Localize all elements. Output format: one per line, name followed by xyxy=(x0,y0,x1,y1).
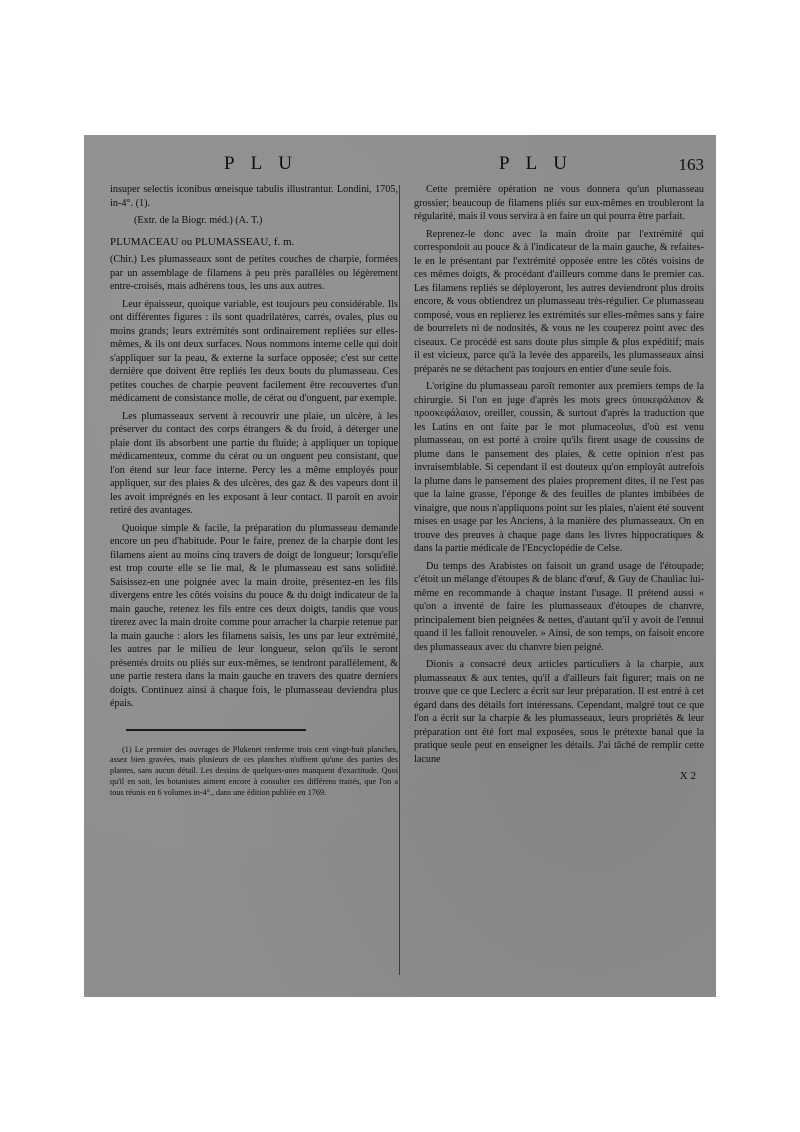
left-column xyxy=(110,183,398,802)
signature-mark: X 2 xyxy=(679,770,696,782)
headword-text: PLUMACEAU ou PLUMASSEAU, f. m. xyxy=(110,235,295,248)
paragraph: Leur épaisseur, quoique variable, est toujours peu considérable. Ils ont différentes figures : ils sont quadrilatères, carrés, ovales, plus ou moins grands; leurs extrémités sont ordinairement repliées sur elles-mêmes, & ils ont deux surfaces. Nous nommons interne celle qui doit s'appliquer sur la peau, & externe la surface opposée; c'est sur cette dernière que doivent être repliés les deux bouts du plumasseau. Ces petites couches de charpie peuvent facilement être recouvertes d'un médicament de consistance molle, de cérat ou d'onguent, par exemple. xyxy=(110,298,398,404)
page-number: 163 xyxy=(678,155,704,174)
paragraph: (Chir.) Les plumasseaux sont de petites couches de charpie, formées par un assemblage de filamens à peu près parallèles ou légèrement entre-croisés, mais adhérens tous, les uns aux autres. xyxy=(110,254,398,292)
paragraph: Dionis a consacré deux articles particuliers à la charpie, aux plumasseaux & aux tentes, qu'il a d'ailleurs fait figurer; mais on ne trouve que ce que Leclerc a écrit sur leur préparation. Il est entré à cet égard dans des détails fort intéressans. Cependant, malgré tout ce que l'on a écrit sur la charpie & les plumasseaux, leurs propriétés & leur préparation ont été fort mal exposées, sous le prétexte banal que la pratique seule peut en enseigner les détails. J'ai tâché de remplir cette lacune xyxy=(414,659,704,765)
column-divider xyxy=(399,185,400,975)
scanned-page xyxy=(84,135,716,997)
running-head-left: P L U xyxy=(224,153,298,174)
footnote-rule xyxy=(126,729,306,731)
opening-lines: insuper selectis iconibus œneisque tabulis illustrantur. Londini, 1705, in-4°. (1). xyxy=(110,184,398,209)
running-head-right: P L U xyxy=(499,153,573,174)
footnote: (1) Le premier des ouvrages de Plukenet renferme trois cent vingt-huit planches, assez bien gravées, mais plusieurs de ces planches n'offrent qu'une des parties des plantes, sans aucun détail. Les dessins de quelques-unes manquent d'exactitude. Quoi qu'il en soit, les botanistes aiment encore à consulter ces différens traités, que l'on a tous réunis en 6 volumes in-4°., dans une édition publiée en 1769. xyxy=(110,744,398,797)
paragraph: Les plumasseaux servent à recouvrir une plaie, un ulcère, à les préserver du contact des corps étrangers & du froid, à déterger une plaie dont ils absorbent une partie du fluide; à appliquer un topique médicamenteux, comme du cérat ou un onguent peu consistant, que l'on étend sur leur face interne. Percy les a même employés pour appliquer, sur des plaies & des ulcères, des gaz & des vapeurs dont il les avoit imprégnés en les exposant à leur contact. Il paroît en avoir retiré des avantages. xyxy=(110,410,398,516)
source-citation: (Extr. de la Biogr. méd.) (A. T.) xyxy=(134,215,263,226)
paragraph: Cette première opération ne vous donnera qu'un plumasseau grossier; beaucoup de filamens pliés sur eux-mêmes en troubleront la régularité, mais il vous servira à en faire un qui pourra être parfait. xyxy=(414,184,704,222)
paragraph: Reprenez-le donc avec la main droite par l'extrémité qui correspondoit au pouce & à l'indicateur de la main gauche, & refaites-le en le présentant par l'extrémité opposée entre les côtés voisins de ces mêmes doigts, & procédant d'ailleurs comme dans le premier cas. Les filamens repliés se déployeront, les autres deviendront plus droits encore, & vous obtiendrez un plumasseau très-régulier. Ce plumasseau composé, vous en replierez les extrémités sur elles-mêmes sans y faire de bourrelets ni de nodosités, & vous ne les couperez point avec des ciseaux. Ce procédé est sans doute plus simple & plus expéditif; mais il est vicieux, parce qu'à la levée des appareils, les plumasseaux ainsi préparés ne se détachent pas toujours en entier d'une seule fois. xyxy=(414,228,704,375)
right-column xyxy=(414,183,704,788)
paragraph: Du temps des Arabistes on faisoit un grand usage de l'étoupade; c'étoit un mélange d'étoupes & de blanc d'œuf, & Guy de Chauliac lui-même en recommande à chaque instant l'usage. Il prétend aussi « qu'on a inventé de faire les plumasseaux d'étoupes de chanvre, principalement bien peignées & nettes, d'autant qu'il y avoit de l'ennui quand il les falloit renouveler. » Ainsi, de son temps, on faisoit encore des plumasseaux avec du chanvre bien peigné. xyxy=(414,560,704,653)
paragraph: Quoique simple & facile, la préparation du plumasseau demande encore un peu d'habitude. Pour le faire, prenez de la charpie dont les filamens aient au moins cinq travers de doigt de longueur; lorsqu'elle est trop courte elle se lie mal, & le plumasseau est sans solidité. Saisissez-en une poignée avec la main droite, présentez-en les fils divergens entre les côtés voisins du pouce & du doigt indicateur de la main gauche, retenez les fils entre ces deux doigts, tandis que vous tirerez avec la main droite comme pour arracher la charpie retenue par la main gauche : alors les filamens saisis, les uns par leur extrémité, les autres par le milieu de leur longueur, selon qu'ils le seront présentés droits ou pliés sur eux-mêmes, se tendront parallèlement, & une partie restera dans la main gauche en travers des quatre derniers doigts. Continuez ainsi à chaque fois, le plumasseau deviendra plus épais. xyxy=(110,522,398,709)
entry-headword xyxy=(110,236,398,250)
paragraph: L'origine du plumasseau paroît remonter aux premiers temps de la chirurgie. Si l'on en juge d'après les mots grecs ὑποκεφάλαιον & προσκεφάλαιον, oreiller, coussin, & surtout d'après la traduction que les Latins en ont faite par le mot plumaceolus, d'où est venu plumasseau, on est porté à croire qu'ils firent usage de coussins de plume dans le pansement des plaies, & cette opinion n'est pas invraisemblable. Si cependant il est douteux qu'on employât autrefois la plume dans le pansement des plaies proprement dites, il ne l'est pas que la laine grasse, l'éponge & des feuilles de plantes imbibées de vinaigre, que nous n'appliquons point sur les plaies, n'aient été souvent mises en usage par les Anciens, à la manière des plumasseaux. On en trouve des preuves à chaque page dans les livres hippocratiques & dans la partie médicale de l'Encyclopédie de Celse. xyxy=(414,381,704,554)
